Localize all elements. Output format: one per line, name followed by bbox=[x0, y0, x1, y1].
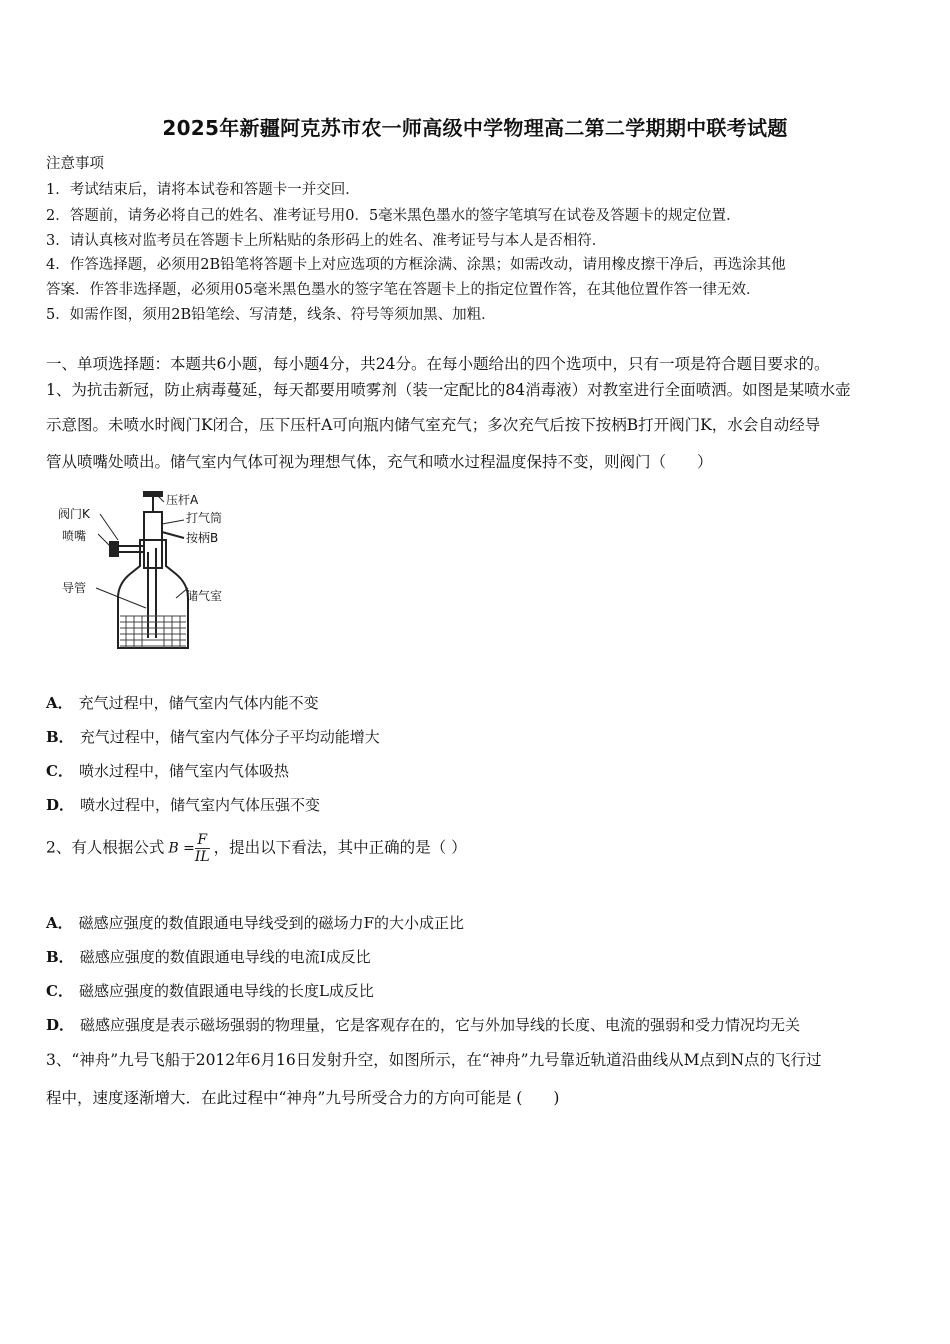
label-chamber: 储气室 bbox=[186, 589, 223, 603]
q1-line-3: 管从喷嘴处喷出。储气室内气体可视为理想气体，充气和喷水过程温度保持不变，则阀门（ ） bbox=[46, 453, 713, 471]
q1-line-1: 1、为抗击新冠，防止病毒蔓延，每天都要用喷雾剂（装一定配比的84消毒液）对教室进行全面喷洒。如图是某喷水壶 bbox=[46, 381, 851, 399]
label-nozzle: 喷嘴 bbox=[62, 529, 87, 543]
notice-item-4-cont: 答案．作答非选择题，必须用05毫米黑色墨水的签字笔在答题卡上的指定位置作答，在其他位置作答一律无效． bbox=[46, 282, 761, 298]
label-valve: 阀门K bbox=[58, 507, 90, 521]
q2-option-d: D． 磁感应强度是表示磁场强弱的物理量，它是客观存在的，它与外加导线的长度、电流的强弱和受力情况均无关 bbox=[46, 1016, 801, 1034]
q1-option-a: A． 充气过程中，储气室内气体内能不变 bbox=[46, 694, 319, 712]
label-pump: 打气筒 bbox=[186, 511, 223, 525]
formula bbox=[168, 832, 209, 865]
label-tube: 导管 bbox=[62, 581, 87, 595]
q2-option-a: A． 磁感应强度的数值跟通电导线受到的磁场力F的大小成正比 bbox=[46, 914, 465, 932]
notice-item-5: 5．如需作图，须用2B铅笔绘、写清楚，线条、符号等须加黑、加粗． bbox=[46, 307, 496, 323]
notice-item-4: 4．作答选择题，必须用2B铅笔将答题卡上对应选项的方框涂满、涂黑；如需改动，请用橡皮擦干净后，再选涂其他 bbox=[46, 257, 786, 273]
q2-option-b: B． 磁感应强度的数值跟通电导线的电流I成反比 bbox=[46, 948, 371, 966]
formula-lhs: B = bbox=[168, 840, 195, 857]
label-handle: 按柄B bbox=[186, 531, 219, 545]
q1-option-d: D． 喷水过程中，储气室内气体压强不变 bbox=[46, 796, 321, 814]
q3-line-2: 程中，速度逐渐增大．在此过程中“神舟”九号所受合力的方向可能是 ( ) bbox=[46, 1089, 560, 1107]
notice-heading: 注意事项 bbox=[46, 156, 104, 172]
q1-option-b: B． 充气过程中，储气室内气体分子平均动能增大 bbox=[46, 728, 380, 746]
spray-bottle-figure bbox=[56, 488, 246, 660]
notice-item-1: 1．考试结束后，请将本试卷和答题卡一并交回． bbox=[46, 182, 360, 198]
notice-item-2: 2．答题前，请务必将自己的姓名、准考证号用0．5毫米黑色墨水的签字笔填写在试卷及答题卡的规定位置． bbox=[46, 208, 741, 224]
exam-title: 2025年新疆阿克苏市农一师高级中学物理高二第二学期期中联考试题 bbox=[162, 116, 788, 140]
formula-denominator: IL bbox=[194, 849, 210, 865]
q2-option-c: C． 磁感应强度的数值跟通电导线的长度L成反比 bbox=[46, 982, 374, 1000]
q2-stem bbox=[46, 832, 467, 865]
label-rod: 压杆A bbox=[166, 493, 199, 507]
q2-suffix: ，提出以下看法，其中正确的是（ ） bbox=[213, 838, 467, 857]
formula-fraction bbox=[195, 832, 210, 865]
formula-numerator: F bbox=[195, 832, 210, 849]
section-heading: 一、单项选择题：本题共6小题，每小题4分，共24分。在每小题给出的四个选项中，只有一项是符合题目要求的。 bbox=[46, 355, 830, 373]
q3-line-1: 3、“神舟”九号飞船于2012年6月16日发射升空，如图所示，在“神舟”九号靠近轨道沿曲线从M点到N点的飞行过 bbox=[46, 1051, 822, 1069]
q2-prefix: 2、有人根据公式 bbox=[46, 838, 165, 857]
q1-option-c: C． 喷水过程中，储气室内气体吸热 bbox=[46, 762, 289, 780]
q1-line-2: 示意图。未喷水时阀门K闭合，压下压杆A可向瓶内储气室充气；多次充气后按下按柄B打开阀门K，水会自动经导 bbox=[46, 416, 821, 434]
notice-item-3: 3．请认真核对监考员在答题卡上所粘贴的条形码上的姓名、准考证号与本人是否相符． bbox=[46, 233, 607, 249]
